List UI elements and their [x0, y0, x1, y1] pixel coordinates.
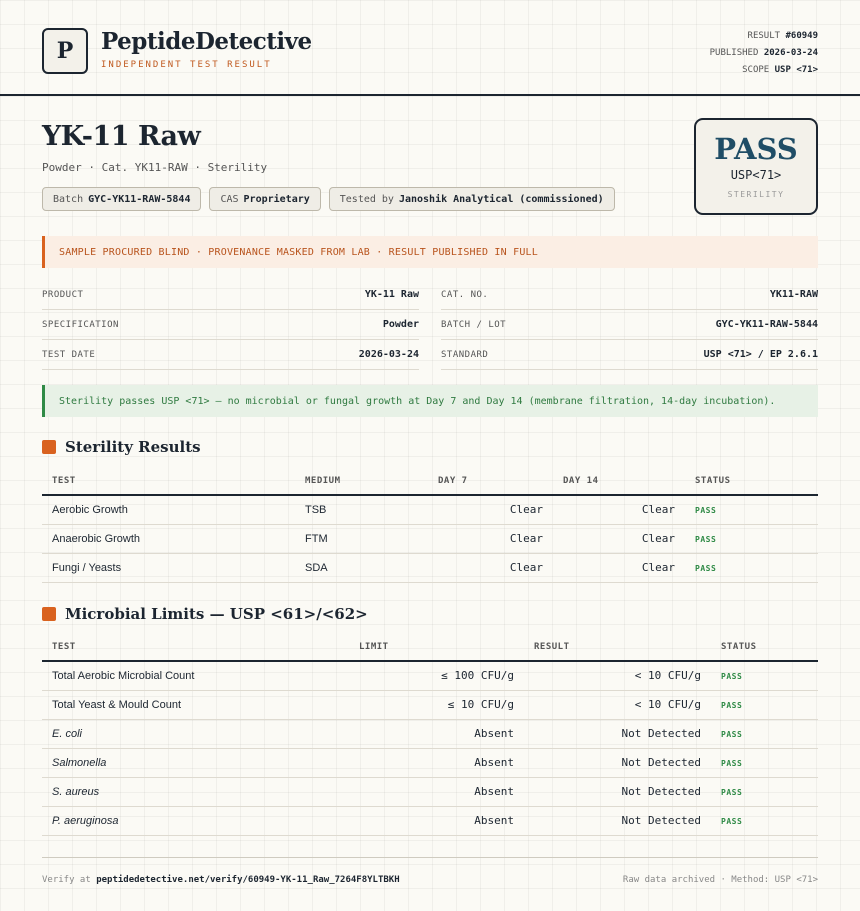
sterility-table — [42, 467, 818, 583]
verify-line — [42, 875, 400, 885]
info-label: CAT. NO. — [441, 289, 489, 300]
info-row — [441, 280, 818, 310]
table-row — [42, 553, 818, 582]
info-label: STANDARD — [441, 349, 489, 360]
limit: Absent — [349, 806, 524, 835]
day14-result: Clear — [553, 553, 685, 582]
section-marker-icon — [42, 440, 56, 454]
info-row — [42, 340, 419, 370]
verdict-word: PASS — [714, 132, 798, 166]
result: < 10 CFU/g — [524, 661, 711, 690]
status-badge: PASS — [721, 730, 743, 739]
column-header: TEST — [42, 467, 295, 495]
info-value: Powder — [382, 319, 419, 330]
test-name: S. aureus — [42, 777, 349, 806]
verify-link[interactable]: peptidedetective.net/verify/60949-YK-11_Raw_7264F8YLTBKH — [96, 874, 400, 885]
status-badge: PASS — [721, 788, 743, 797]
logo-letter: P — [56, 38, 74, 64]
column-header: DAY 14 — [553, 467, 685, 495]
medium: SDA — [295, 553, 428, 582]
info-value: YK-11 Raw — [364, 289, 419, 300]
table-header-row — [42, 467, 818, 495]
microbial-section-title — [42, 605, 368, 623]
info-value: YK11-RAW — [769, 289, 818, 300]
limit: Absent — [349, 719, 524, 748]
cas-chip — [209, 187, 320, 211]
chip-value: Proprietary — [243, 193, 310, 205]
info-row — [42, 280, 419, 310]
day7-result: Clear — [428, 495, 553, 524]
batch-chip — [42, 187, 201, 211]
published-date: 2026-03-24 — [763, 48, 818, 58]
info-row — [42, 310, 419, 340]
status-badge: PASS — [721, 701, 743, 710]
brand-name: PeptideDetective — [101, 28, 312, 55]
verdict-kind: STERILITY — [727, 190, 785, 199]
column-header: DAY 7 — [428, 467, 553, 495]
column-header: LIMIT — [349, 633, 524, 661]
test-name: Total Aerobic Microbial Count — [42, 661, 349, 690]
info-value: 2026-03-24 — [358, 349, 419, 360]
chip-label: Batch — [53, 193, 84, 205]
info-left — [42, 280, 419, 370]
info-label: PRODUCT — [42, 289, 84, 300]
page-title: YK-11 Raw — [42, 121, 201, 152]
scope-value: USP <71> — [774, 65, 818, 75]
info-value: GYC-YK11-RAW-5844 — [715, 319, 818, 330]
report-header — [0, 0, 860, 96]
result: Not Detected — [524, 719, 711, 748]
medium: FTM — [295, 524, 428, 553]
column-header: STATUS — [685, 467, 818, 495]
result: Not Detected — [524, 777, 711, 806]
chip-label: Tested by — [339, 193, 394, 205]
verdict-badge — [694, 118, 818, 215]
limit: ≤ 10 CFU/g — [349, 690, 524, 719]
table-row — [42, 690, 818, 719]
status-badge: PASS — [721, 759, 743, 768]
section-marker-icon — [42, 607, 56, 621]
table-row — [42, 777, 818, 806]
summary-banner: Sterility passes USP <71> — no microbial or fungal growth at Day 7 and Day 14 (membrane filtration, 14-day incubation). — [42, 385, 818, 417]
verdict-standard: USP<71> — [730, 168, 782, 182]
result: < 10 CFU/g — [524, 690, 711, 719]
status-badge: PASS — [695, 564, 717, 573]
table-row — [42, 719, 818, 748]
limit: Absent — [349, 748, 524, 777]
limit: Absent — [349, 777, 524, 806]
info-label: BATCH / LOT — [441, 319, 507, 330]
status-badge: PASS — [695, 506, 717, 516]
microbial-table — [42, 633, 818, 836]
test-name: P. aeruginosa — [42, 806, 349, 835]
test-name: Salmonella — [42, 748, 349, 777]
section-title-text: Sterility Results — [65, 438, 201, 456]
info-row — [441, 340, 818, 370]
info-value: USP <71> / EP 2.6.1 — [703, 349, 818, 360]
column-header: MEDIUM — [295, 467, 428, 495]
test-name: Fungi / Yeasts — [42, 553, 295, 582]
report-footer — [42, 857, 818, 901]
info-row — [441, 310, 818, 340]
chip-label: CAS — [220, 193, 239, 205]
day7-result: Clear — [428, 524, 553, 553]
table-row — [42, 748, 818, 777]
brand-tagline: INDEPENDENT TEST RESULT — [101, 60, 272, 70]
result: Not Detected — [524, 806, 711, 835]
day14-result: Clear — [553, 495, 685, 524]
table-row — [42, 495, 818, 524]
info-label: SPECIFICATION — [42, 319, 119, 330]
info-right — [441, 280, 818, 370]
procurement-notice: SAMPLE PROCURED BLIND · PROVENANCE MASKED FROM LAB · RESULT PUBLISHED IN FULL — [42, 236, 818, 268]
scope-label: SCOPE — [742, 65, 770, 75]
status-badge: PASS — [695, 535, 717, 544]
column-header: STATUS — [711, 633, 818, 661]
result-label: RESULT — [747, 31, 781, 41]
test-name: Aerobic Growth — [42, 495, 295, 524]
chip-value: Janoshik Analytical (commissioned) — [398, 193, 604, 205]
status-badge: PASS — [721, 817, 743, 826]
published-label: PUBLISHED — [709, 48, 759, 58]
result-number: #60949 — [785, 31, 818, 41]
page-subtitle: Powder · Cat. YK11-RAW · Sterility — [42, 161, 268, 174]
tested-by-chip — [329, 187, 615, 211]
test-name: Total Yeast & Mould Count — [42, 690, 349, 719]
chip-value: GYC-YK11-RAW-5844 — [88, 193, 191, 205]
sterility-section-title — [42, 438, 201, 456]
medium: TSB — [295, 495, 428, 524]
section-title-text: Microbial Limits — USP <61>/<62> — [65, 605, 368, 623]
status-badge: PASS — [721, 672, 743, 682]
result-meta — [710, 28, 818, 79]
verify-label: Verify at — [42, 874, 91, 885]
test-name: Anaerobic Growth — [42, 524, 295, 553]
logo-icon — [42, 28, 88, 74]
table-row — [42, 806, 818, 835]
info-label: TEST DATE — [42, 349, 96, 360]
day14-result: Clear — [553, 524, 685, 553]
column-header: RESULT — [524, 633, 711, 661]
archive-note: Raw data archived · Method: USP <71> — [622, 874, 818, 885]
table-header-row — [42, 633, 818, 661]
limit: ≤ 100 CFU/g — [349, 661, 524, 690]
test-name: E. coli — [42, 719, 349, 748]
table-row — [42, 661, 818, 690]
column-header: TEST — [42, 633, 349, 661]
day7-result: Clear — [428, 553, 553, 582]
table-row — [42, 524, 818, 553]
result: Not Detected — [524, 748, 711, 777]
chip-row — [42, 187, 615, 211]
